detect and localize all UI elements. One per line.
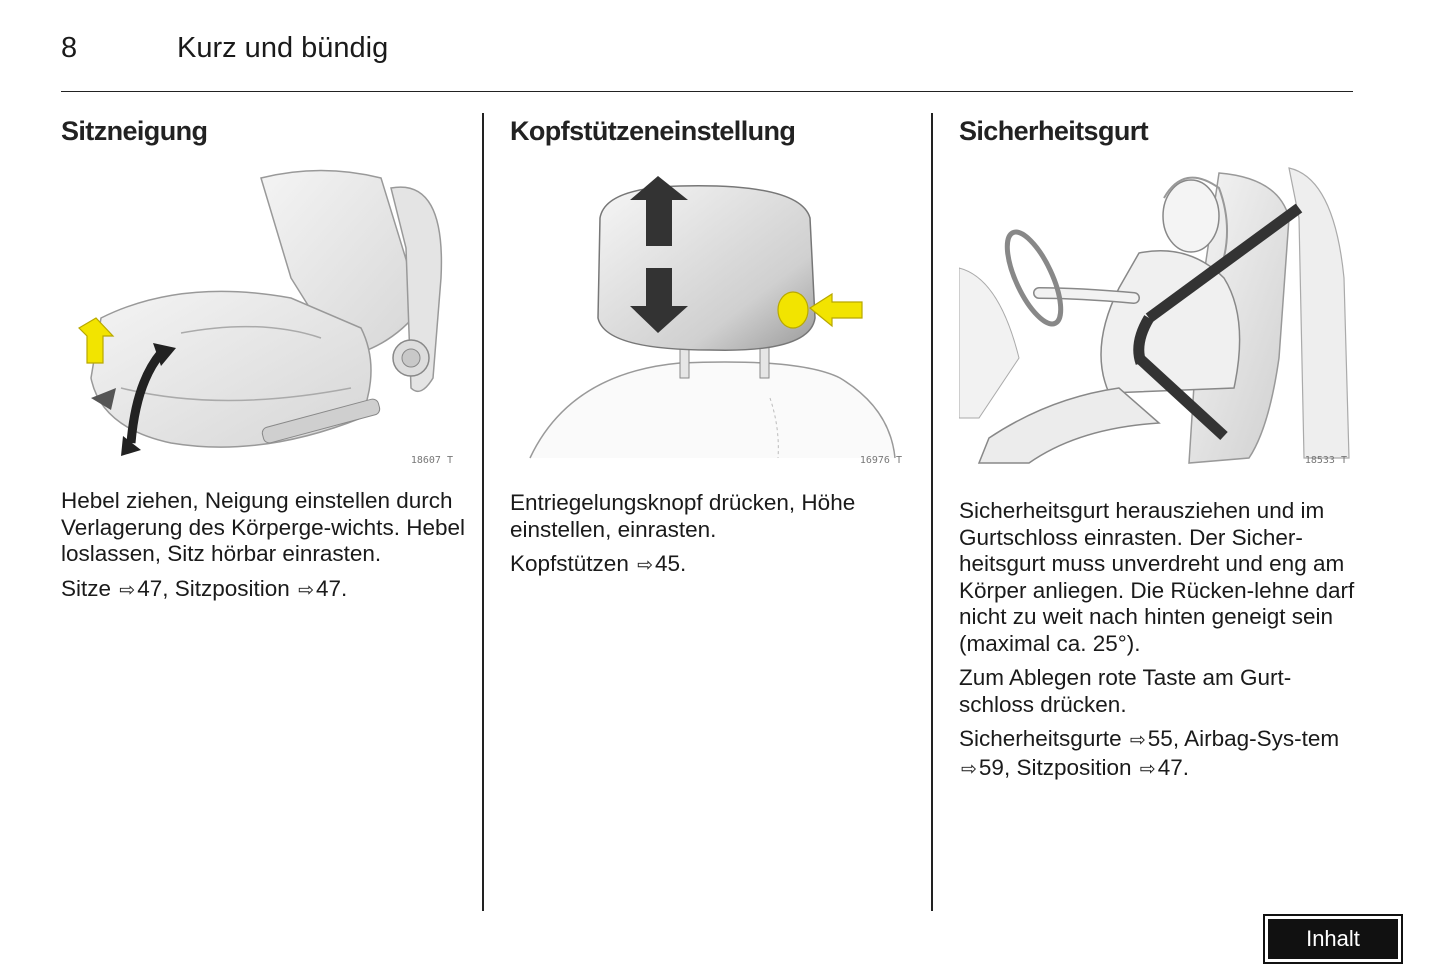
ref-arrow-icon: ⇨	[637, 555, 654, 576]
page-number: 8	[61, 32, 78, 64]
instruction-text: Hebel ziehen, Neigung einstellen durch Verlagerung des Körperge-wichts. Hebel loslassen, Sitz hörbar einrasten.	[61, 488, 465, 566]
ref-link[interactable]: Sitze ⇨47	[61, 576, 162, 601]
ref-arrow-icon: ⇨	[1129, 730, 1146, 751]
page-header	[61, 30, 1353, 92]
instruction-text: Zum Ablegen rote Taste am Gurt-schloss drücken.	[959, 665, 1292, 717]
headrest-illustration	[510, 158, 906, 470]
contents-button[interactable]	[1263, 914, 1403, 964]
section-headrest	[510, 112, 930, 588]
column-divider	[931, 113, 933, 911]
seatbelt-illustration-icon	[959, 158, 1351, 470]
instruction-text: Sicherheitsgurt herausziehen und im Gurtschloss einrasten. Der Sicher-heitsgurt muss unverdreht und eng am Körper anliegen. Die Rücken-lehne darf nicht zu weit nach hinten geneigt sein (maximal ca. 25°).	[959, 498, 1355, 656]
figure-id: 18607 T	[410, 455, 453, 466]
figure-id: 16976 T	[859, 455, 902, 466]
reference-line: Kopfstützen ⇨45.	[510, 551, 930, 580]
seatbelt-illustration	[959, 158, 1351, 470]
reference-line: Sitze ⇨47, Sitzposition ⇨47.	[61, 576, 481, 605]
column-divider	[482, 113, 484, 911]
ref-arrow-icon: ⇨	[298, 579, 315, 601]
section-title: Sicherheitsgurt	[959, 116, 1149, 146]
chapter-title: Kurz und bündig	[177, 32, 389, 64]
ref-arrow-icon: ⇨	[119, 579, 136, 601]
ref-link[interactable]: Sitzposition ⇨47	[175, 576, 341, 601]
section-seatbelt	[959, 112, 1359, 791]
ref-link[interactable]: Kopfstützen ⇨45	[510, 551, 680, 576]
seat-illustration-icon	[61, 158, 457, 470]
figure-id: 18533 T	[1304, 455, 1347, 466]
ref-arrow-icon: ⇨	[1139, 758, 1156, 780]
instruction-text: Entriegelungsknopf drücken, Höhe einstellen, einrasten.	[510, 490, 856, 542]
reference-line: Sicherheitsgurte ⇨55, Airbag-Sys-tem ⇨59, Sitzposition ⇨47.	[959, 726, 1359, 783]
contents-button-label: Inhalt	[1306, 926, 1360, 951]
ref-link[interactable]: Sitzposition ⇨47	[1016, 755, 1182, 780]
section-seat-tilt	[61, 112, 481, 612]
section-title: Kopfstützeneinstellung	[510, 116, 796, 146]
ref-link[interactable]: Airbag-Sys-tem ⇨59	[959, 726, 1339, 780]
section-title: Sitzneigung	[61, 116, 208, 146]
seat-tilt-illustration	[61, 158, 457, 470]
headrest-illustration-icon	[510, 158, 906, 470]
ref-arrow-icon: ⇨	[961, 758, 977, 780]
ref-link[interactable]: Sicherheitsgurte ⇨55	[959, 726, 1173, 751]
